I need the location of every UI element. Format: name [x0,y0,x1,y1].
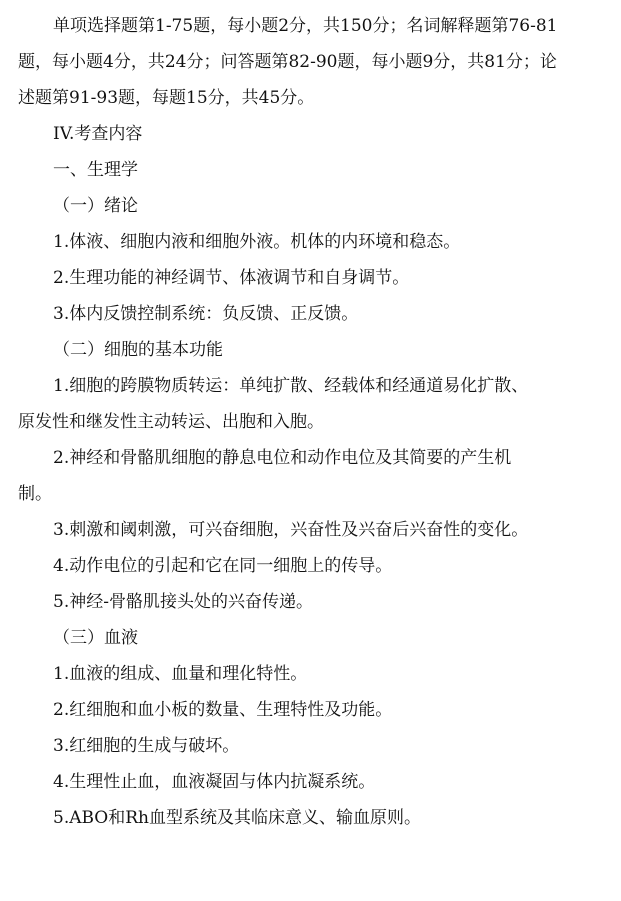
list-item: 3.体内反馈控制系统：负反馈、正反馈。 [53,304,359,324]
list-item: 5.ABO和Rh血型系统及其临床意义、输血原则。 [53,808,421,828]
list-item: 1.体液、细胞内液和细胞外液。机体的内环境和稳态。 [53,232,461,252]
list-item-line-2: 制。 [18,484,52,504]
list-item: 4.生理性止血，血液凝固与体内抗凝系统。 [53,772,376,792]
subsection-heading-blood: （三）血液 [53,628,138,648]
intro-line-2: 题，每小题4分，共24分；问答题第82-90题，每小题9分，共81分；论 [18,52,557,72]
list-item-line-2: 原发性和继发性主动转运、出胞和入胞。 [18,412,324,432]
part-heading-physiology: 一、生理学 [53,160,138,180]
list-item: 2.生理功能的神经调节、体液调节和自身调节。 [53,268,410,288]
list-item: 3.红细胞的生成与破坏。 [53,736,240,756]
intro-line-1: 单项选择题第1-75题，每小题2分，共150分；名词解释题第76-81 [53,16,558,36]
list-item-line-1: 1.细胞的跨膜物质转运：单纯扩散、经载体和经通道易化扩散、 [53,376,529,396]
subsection-heading-cell-function: （二）细胞的基本功能 [53,340,223,360]
subsection-heading-introduction: （一）绪论 [53,196,138,216]
list-item: 1.血液的组成、血量和理化特性。 [53,664,308,684]
list-item: 5.神经-骨骼肌接头处的兴奋传递。 [53,592,313,612]
section-heading: IV.考查内容 [53,124,143,144]
list-item: 3.刺激和阈刺激，可兴奋细胞，兴奋性及兴奋后兴奋性的变化。 [53,520,529,540]
list-item-line-1: 2.神经和骨骼肌细胞的静息电位和动作电位及其简要的产生机 [53,448,512,468]
list-item: 2.红细胞和血小板的数量、生理特性及功能。 [53,700,393,720]
intro-line-3: 述题第91-93题，每题15分，共45分。 [18,88,315,108]
list-item: 4.动作电位的引起和它在同一细胞上的传导。 [53,556,393,576]
